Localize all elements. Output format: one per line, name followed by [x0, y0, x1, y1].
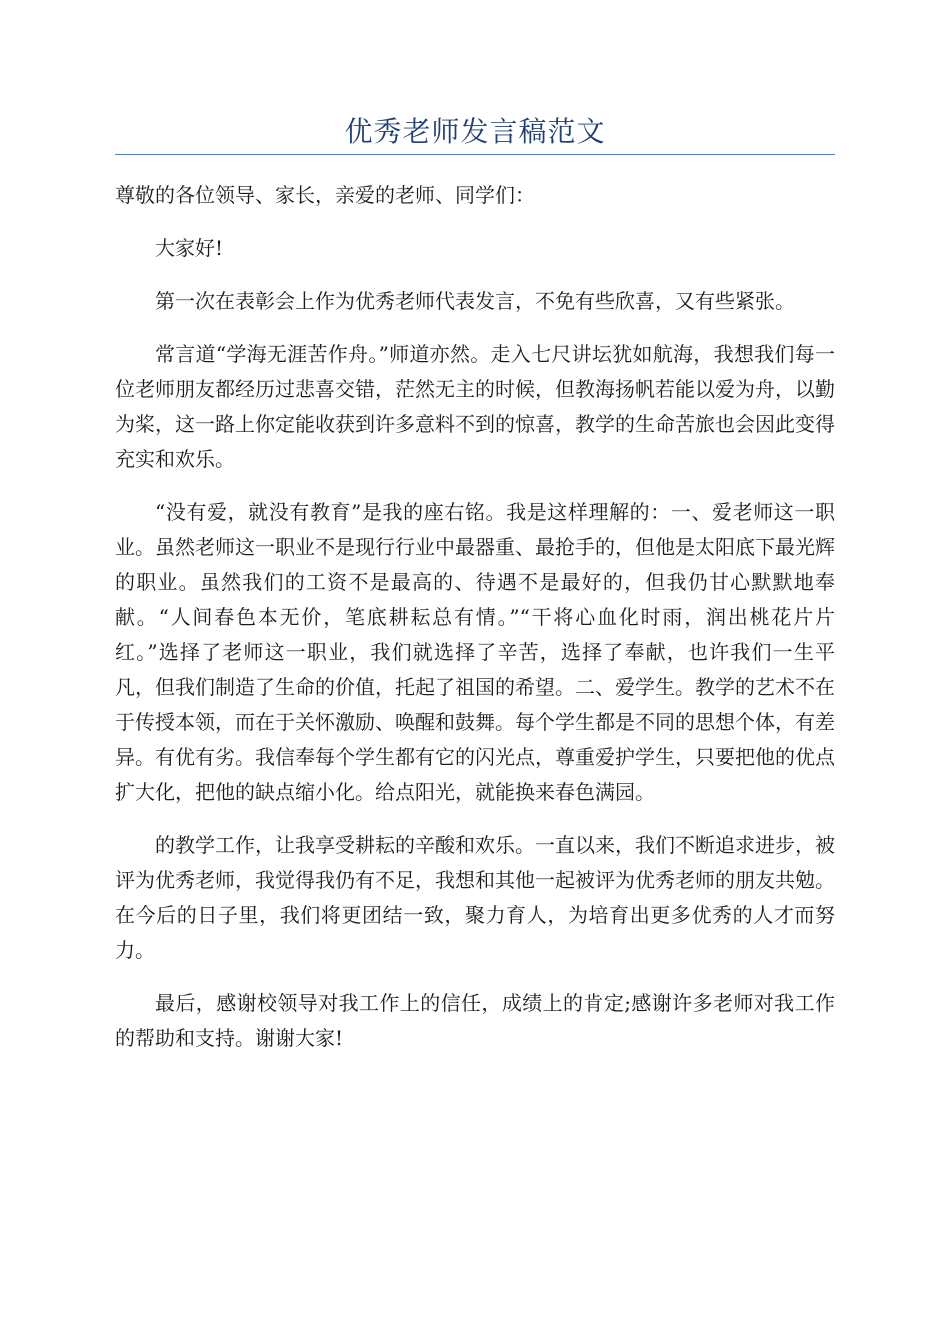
body-paragraph: 常言道“学海无涯苦作舟。”师道亦然。走入七尺讲坛犹如航海，我想我们每一位老师朋友都经历过悲喜交错，茫然无主的时候，但教海扬帆若能以爱为舟，以勤为桨，这一路上你定能收获到许多意料不到的惊喜，教学的生命苦旅也会因此变得充实和欢乐。	[115, 342, 835, 471]
closing-paragraph: 最后，感谢校领导对我工作上的信任，成绩上的肯定;感谢许多老师对我工作的帮助和支持。谢谢大家!	[115, 991, 835, 1050]
body-paragraph: 的教学工作，让我享受耕耘的辛酸和欢乐。一直以来，我们不断追求进步，被评为优秀老师，我觉得我仍有不足，我想和其他一起被评为优秀老师的朋友共勉。在今后的日子里，我们将更团结一致，聚力育人，为培育出更多优秀的人才而努力。	[115, 833, 835, 962]
title-divider	[115, 154, 835, 155]
document-title: 优秀老师发言稿范文	[344, 115, 606, 148]
greeting-paragraph: 大家好!	[155, 236, 224, 260]
body-paragraph: “没有爱，就没有教育”是我的座右铭。我是这样理解的：一、爱老师这一职业。虽然老师这一职业不是现行行业中最器重、最抢手的，但他是太阳底下最光辉的职业。虽然我们的工资不是最高的、待遇不是最好的，但我仍甘心默默地奉献。“人间春色本无价，笔底耕耘总有情。”“干将心血化时雨，润出桃花片片红。”选择了老师这一职业，我们就选择了辛苦，选择了奉献，也许我们一生平凡，但我们制造了生命的价值，托起了祖国的希望。二、爱学生。教学的艺术不在于传授本领，而在于关怀激励、唤醒和鼓舞。每个学生都是不同的思想个体，有差异。有优有劣。我信奉每个学生都有它的闪光点，尊重爱护学生，只要把他的优点扩大化，把他的缺点缩小化。给点阳光，就能换来春色满园。	[115, 500, 835, 804]
document-body	[115, 178, 835, 1074]
body-paragraph: 第一次在表彰会上作为优秀老师代表发言，不免有些欣喜，又有些紧张。	[155, 289, 795, 313]
salutation-paragraph: 尊敬的各位领导、家长，亲爱的老师、同学们：	[115, 183, 535, 207]
